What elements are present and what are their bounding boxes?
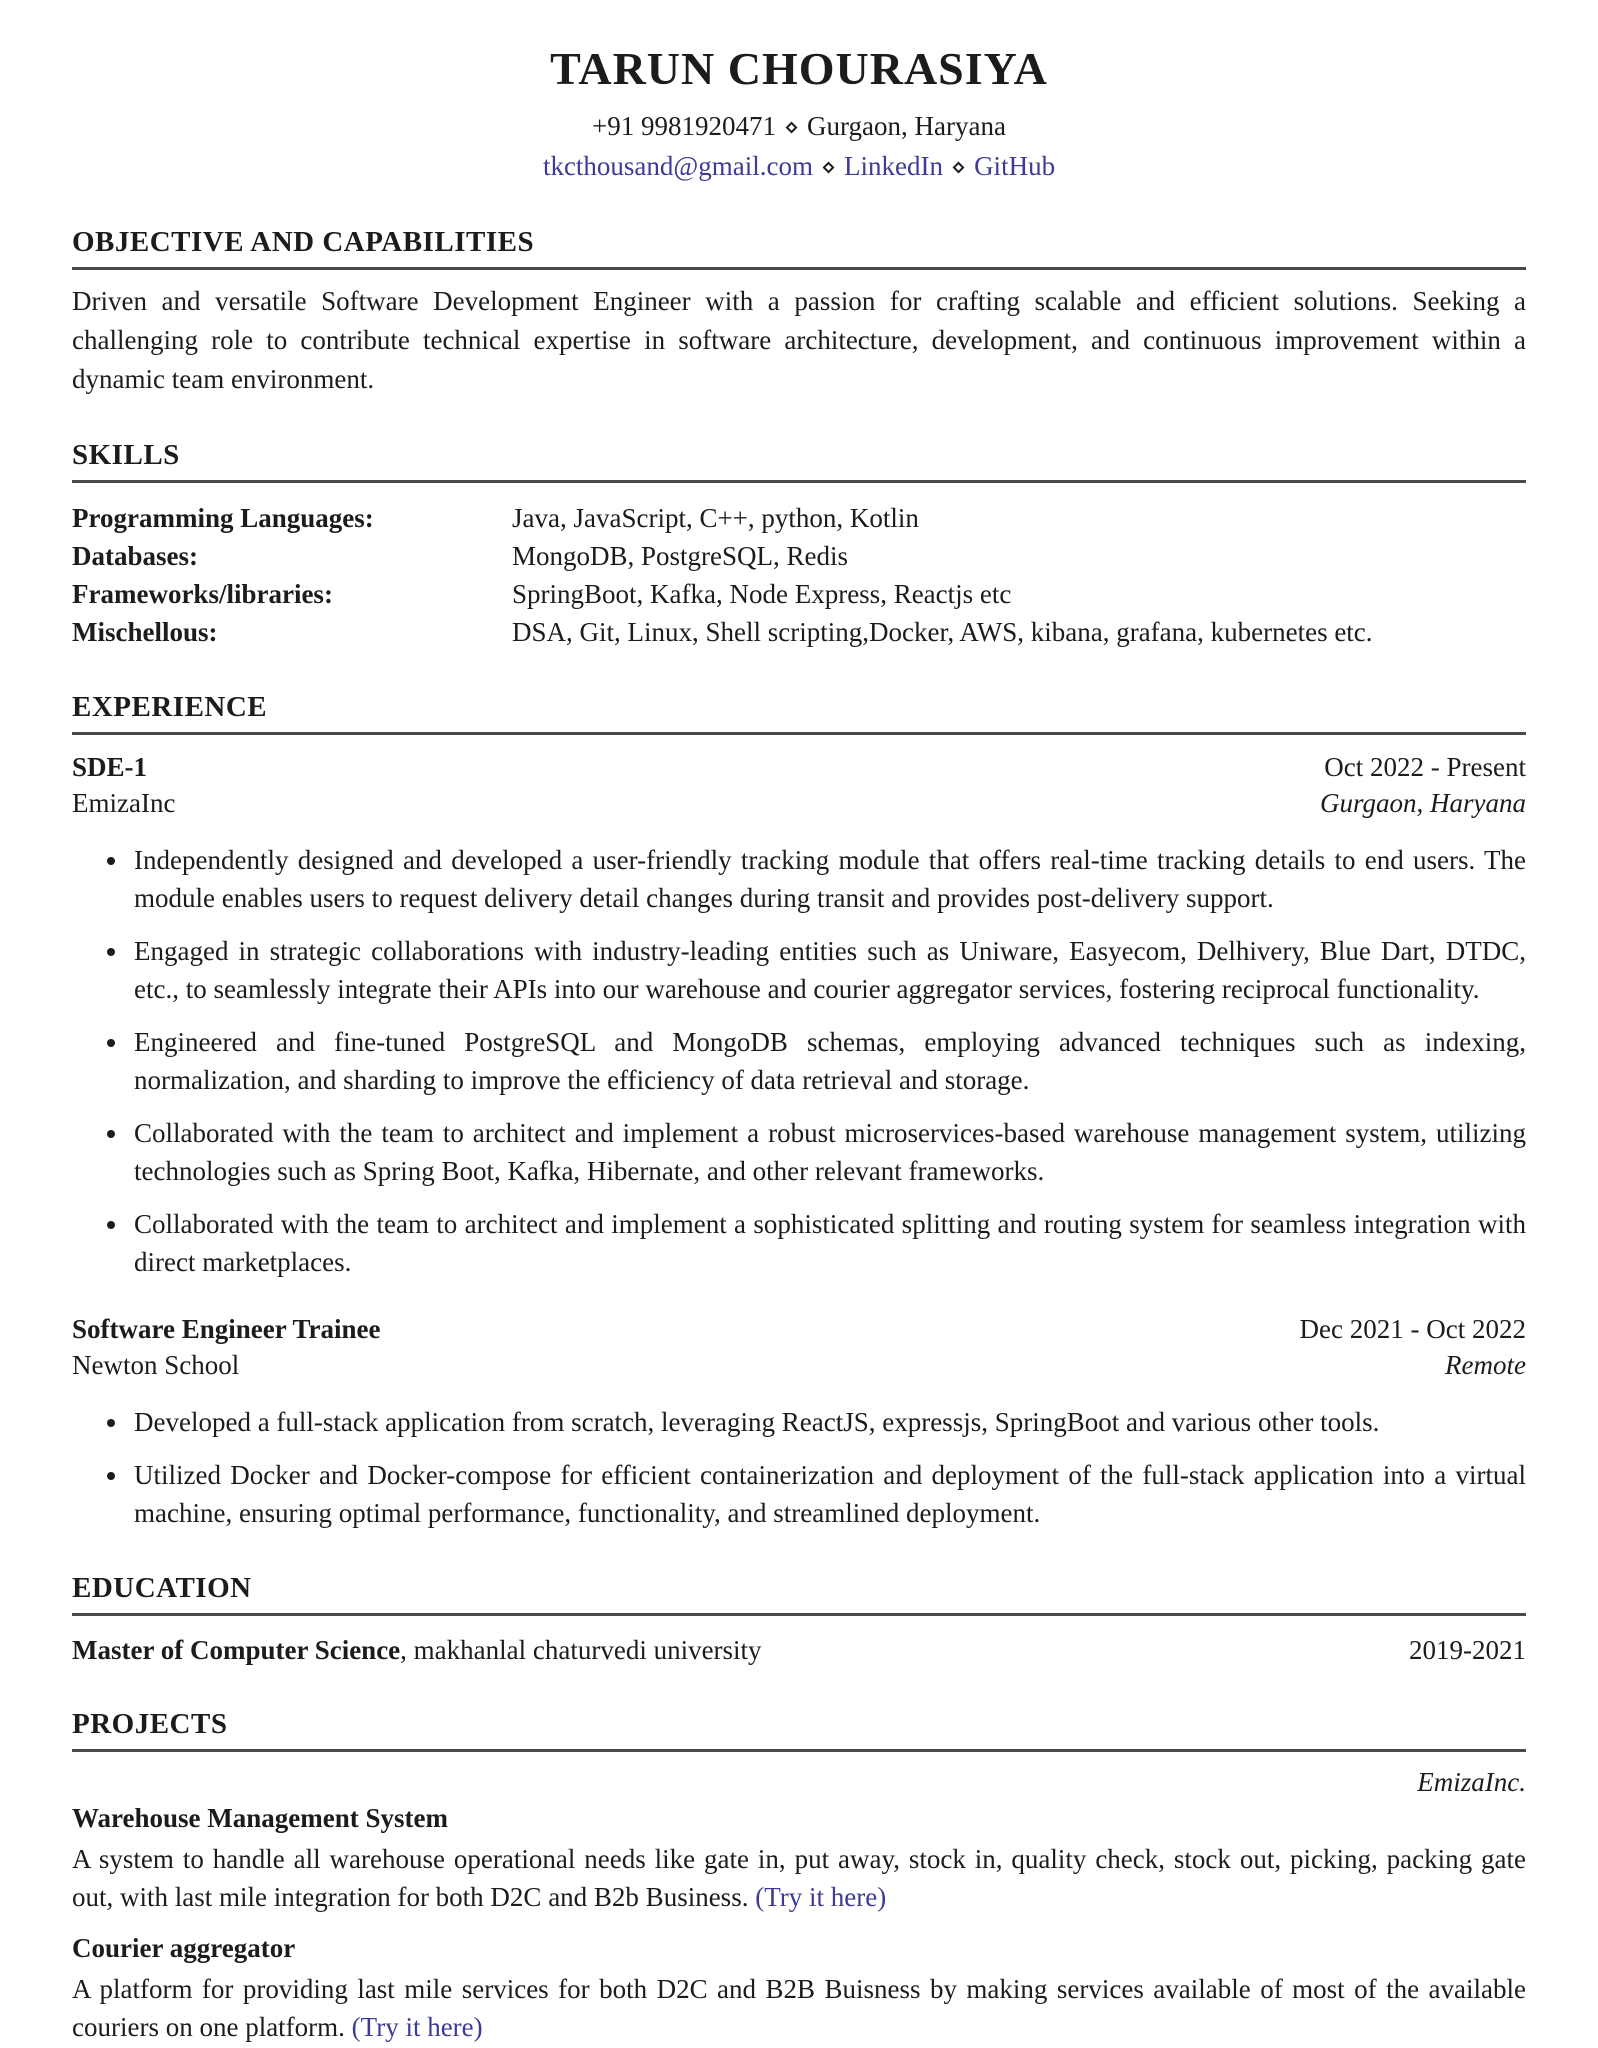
section-rule xyxy=(72,1749,1526,1752)
section-rule xyxy=(72,480,1526,483)
job-subheader xyxy=(72,1347,1526,1383)
try-it-here-link[interactable]: (Try it here) xyxy=(755,1882,887,1912)
education-row xyxy=(72,1632,1526,1668)
job-header xyxy=(72,1311,1526,1347)
person-name: TARUN CHOURASIYA xyxy=(550,43,1048,94)
section-title-education: EDUCATION xyxy=(72,1572,252,1604)
project-description xyxy=(72,1970,1526,2046)
try-it-here-link[interactable]: (Try it here) xyxy=(351,2012,483,2042)
institution-name: , makhanlal chaturvedi university xyxy=(400,1635,762,1665)
job-header xyxy=(72,749,1526,785)
job-bullet: • Engaged in strategic collaborations with industry-leading entities such as Uniware, Easyecom, Delhivery, Blue Dart, DTDC, etc., to seamlessly integrate their APIs into our warehouse and courier aggregator services, fostering reciprocal functionality. xyxy=(130,932,1526,1008)
project-org: EmizaInc. xyxy=(1417,1767,1526,1797)
section-title-objective: OBJECTIVE AND CAPABILITIES xyxy=(72,226,535,258)
job-location: Remote xyxy=(1445,1350,1526,1380)
job-bullet: • Developed a full-stack application from scratch, leveraging ReactJS, expressjs, SpringBoot and various other tools. xyxy=(130,1403,1526,1441)
job-dates: Dec 2021 - Oct 2022 xyxy=(1299,1314,1526,1344)
project-title: Courier aggregator xyxy=(72,1933,296,1963)
skills-table xyxy=(72,499,1526,651)
job-subheader xyxy=(72,785,1526,821)
skill-label: Mischellous: xyxy=(72,617,218,647)
email-link[interactable]: tkcthousand@gmail.com xyxy=(542,151,814,181)
section-title-skills: SKILLS xyxy=(72,439,180,471)
job-bullet-list xyxy=(72,1403,1526,1532)
job-bullet: • Engineered and fine-tuned PostgreSQL and MongoDB schemas, employing advanced techniques such as indexing, normalization, and sharding to improve the efficiency of data retrieval and storage. xyxy=(130,1023,1526,1099)
job-location: Gurgaon, Haryana xyxy=(1320,788,1526,818)
objective-text: Driven and versatile Software Development Engineer with a passion for crafting scalable and efficient solutions. Seeking a challenging role to contribute technical expertise in software architecture, development, and continuous improvement within a dynamic team environment. xyxy=(72,286,1526,394)
contact-line xyxy=(72,111,1526,142)
job-bullet: • Independently designed and developed a user-friendly tracking module that offers real-time tracking details to end users. The module enables users to request delivery detail changes during transit and provides post-delivery support. xyxy=(130,841,1526,917)
section-rule xyxy=(72,732,1526,735)
job-role: Software Engineer Trainee xyxy=(72,1314,381,1344)
skill-label: Databases: xyxy=(72,541,198,571)
section-rule xyxy=(72,1613,1526,1616)
linkedin-link[interactable]: LinkedIn xyxy=(844,151,944,181)
job-dates: Oct 2022 - Present xyxy=(1324,752,1526,782)
job-company: Newton School xyxy=(72,1350,240,1380)
education-dates: 2019-2021 xyxy=(1409,1635,1526,1665)
project-description-text: A platform for providing last mile services for both D2C and B2B Buisness by making services available of most of the available couriers on one platform. xyxy=(72,1974,1526,2042)
links-line xyxy=(72,151,1526,182)
job-bullet: • Utilized Docker and Docker-compose for efficient containerization and deployment of the full-stack application into a virtual machine, ensuring optimal performance, functionality, and streamlined deployment. xyxy=(130,1456,1526,1532)
project-description-text: A system to handle all warehouse operational needs like gate in, put away, stock in, quality check, stock out, picking, packing gate out, with last mile integration for both D2C and B2b Business. xyxy=(72,1844,1526,1912)
project-description xyxy=(72,1840,1526,1916)
degree-name: Master of Computer Science xyxy=(72,1635,401,1665)
location-text: Gurgaon, Haryana xyxy=(807,111,1006,141)
diamond-separator-icon: ⋄ xyxy=(821,155,837,181)
project-title: Warehouse Management System xyxy=(72,1803,448,1833)
phone-number: +91 9981920471 xyxy=(592,111,776,141)
skill-label: Programming Languages: xyxy=(72,503,374,533)
diamond-separator-icon: ⋄ xyxy=(951,155,967,181)
skill-value: DSA, Git, Linux, Shell scripting,Docker, AWS, kibana, grafana, kubernetes etc. xyxy=(512,617,1373,647)
job-bullet: • Collaborated with the team to architect and implement a robust microservices-based warehouse management system, utilizing technologies such as Spring Boot, Kafka, Hibernate, and other relevant frameworks. xyxy=(130,1114,1526,1190)
section-rule xyxy=(72,267,1526,270)
skill-value: MongoDB, PostgreSQL, Redis xyxy=(512,541,849,571)
section-title-experience: EXPERIENCE xyxy=(72,691,268,723)
skill-label: Frameworks/libraries: xyxy=(72,579,333,609)
education-degree-line xyxy=(72,1632,762,1668)
job-bullet-list xyxy=(72,841,1526,1281)
github-link[interactable]: GitHub xyxy=(974,151,1056,181)
job-role: SDE-1 xyxy=(72,752,148,782)
diamond-separator-icon: ⋄ xyxy=(784,115,800,141)
section-title-projects: PROJECTS xyxy=(72,1708,228,1740)
skill-value: Java, JavaScript, C++, python, Kotlin xyxy=(512,503,919,533)
job-bullet: • Collaborated with the team to architect and implement a sophisticated splitting and routing system for seamless integration with direct marketplaces. xyxy=(130,1205,1526,1281)
job-company: EmizaInc xyxy=(72,788,176,818)
skill-value: SpringBoot, Kafka, Node Express, Reactjs etc xyxy=(512,579,1012,609)
